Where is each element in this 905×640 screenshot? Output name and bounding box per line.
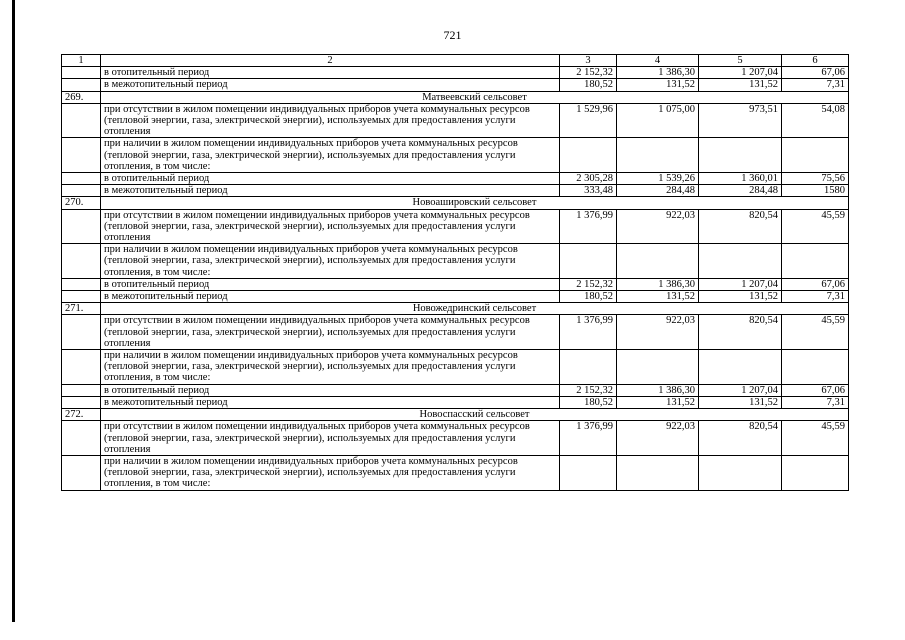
column-header: 2 [101, 55, 560, 67]
section-number: 270. [62, 197, 101, 209]
tariff-table [61, 54, 849, 491]
value-col-6: 54,08 [782, 103, 849, 138]
row-number [62, 291, 101, 303]
value-col-4: 284,48 [617, 185, 699, 197]
row-number [62, 185, 101, 197]
value-col-6: 67,06 [782, 384, 849, 396]
section-row [62, 409, 849, 421]
table-row [62, 315, 849, 350]
section-title: Новожедринский сельсовет [101, 303, 849, 315]
binding-edge [12, 0, 15, 622]
table-row [62, 291, 849, 303]
value-col-6: 1580 [782, 185, 849, 197]
section-row [62, 197, 849, 209]
value-col-6 [782, 244, 849, 279]
value-col-6: 45,59 [782, 315, 849, 350]
section-number: 272. [62, 409, 101, 421]
value-col-3: 180,52 [560, 291, 617, 303]
table-row [62, 67, 849, 79]
row-label: в межотопительный период [101, 79, 560, 91]
value-col-4 [617, 138, 699, 173]
row-label: при отсутствии в жилом помещении индивидуальных приборов учета коммунальных ресурсов (тепловой энергии, газа, электрической энергии), используемых для предоставления услуги отопления [101, 103, 560, 138]
row-label: при наличии в жилом помещении индивидуальных приборов учета коммунальных ресурсов (тепловой энергии, газа, электрической энергии), используемых для предоставления услуги отопления, в том числе: [101, 138, 560, 173]
column-header: 1 [62, 55, 101, 67]
value-col-5: 820,54 [699, 421, 782, 456]
value-col-3: 1 529,96 [560, 103, 617, 138]
value-col-6 [782, 455, 849, 490]
value-col-3: 2 152,32 [560, 384, 617, 396]
value-col-6: 67,06 [782, 278, 849, 290]
table-row [62, 384, 849, 396]
row-label: в отопительный период [101, 173, 560, 185]
row-number [62, 350, 101, 385]
value-col-3 [560, 350, 617, 385]
value-col-3: 2 305,28 [560, 173, 617, 185]
value-col-4 [617, 244, 699, 279]
section-title: Новоспасский сельсовет [101, 409, 849, 421]
value-col-6 [782, 138, 849, 173]
value-col-4 [617, 350, 699, 385]
table-row [62, 185, 849, 197]
value-col-4: 1 386,30 [617, 384, 699, 396]
value-col-4: 1 386,30 [617, 278, 699, 290]
table-row [62, 350, 849, 385]
column-header: 4 [617, 55, 699, 67]
value-col-4: 131,52 [617, 79, 699, 91]
value-col-3 [560, 138, 617, 173]
value-col-6: 75,56 [782, 173, 849, 185]
page-number: 721 [443, 28, 462, 42]
table-row [62, 278, 849, 290]
row-label: в отопительный период [101, 384, 560, 396]
table-row [62, 138, 849, 173]
value-col-3: 180,52 [560, 396, 617, 408]
section-row [62, 303, 849, 315]
value-col-5: 131,52 [699, 291, 782, 303]
value-col-4: 1 539,26 [617, 173, 699, 185]
value-col-5 [699, 138, 782, 173]
value-col-4 [617, 455, 699, 490]
value-col-5: 820,54 [699, 315, 782, 350]
value-col-6: 7,31 [782, 79, 849, 91]
value-col-5: 131,52 [699, 79, 782, 91]
table-row [62, 455, 849, 490]
section-number: 269. [62, 91, 101, 103]
value-col-3: 1 376,99 [560, 315, 617, 350]
row-label: в межотопительный период [101, 291, 560, 303]
value-col-6: 7,31 [782, 396, 849, 408]
section-row [62, 91, 849, 103]
value-col-4: 131,52 [617, 291, 699, 303]
value-col-4: 131,52 [617, 396, 699, 408]
value-col-5: 1 360,01 [699, 173, 782, 185]
value-col-6 [782, 350, 849, 385]
value-col-5 [699, 244, 782, 279]
value-col-3: 2 152,32 [560, 278, 617, 290]
row-number [62, 173, 101, 185]
table-row [62, 79, 849, 91]
row-label: при наличии в жилом помещении индивидуальных приборов учета коммунальных ресурсов (тепловой энергии, газа, электрической энергии), используемых для предоставления услуги отопления, в том числе: [101, 350, 560, 385]
table-row [62, 244, 849, 279]
row-number [62, 209, 101, 244]
value-col-4: 922,03 [617, 315, 699, 350]
row-number [62, 396, 101, 408]
value-col-6: 45,59 [782, 209, 849, 244]
value-col-5: 1 207,04 [699, 384, 782, 396]
value-col-5 [699, 455, 782, 490]
value-col-3: 1 376,99 [560, 421, 617, 456]
row-label: в отопительный период [101, 278, 560, 290]
row-label: при наличии в жилом помещении индивидуальных приборов учета коммунальных ресурсов (тепловой энергии, газа, электрической энергии), используемых для предоставления услуги отопления, в том числе: [101, 244, 560, 279]
row-label: при наличии в жилом помещении индивидуальных приборов учета коммунальных ресурсов (тепловой энергии, газа, электрической энергии), используемых для предоставления услуги отопления, в том числе: [101, 455, 560, 490]
row-number [62, 278, 101, 290]
value-col-5: 1 207,04 [699, 278, 782, 290]
value-col-3: 333,48 [560, 185, 617, 197]
value-col-4: 922,03 [617, 421, 699, 456]
value-col-3: 1 376,99 [560, 209, 617, 244]
row-number [62, 384, 101, 396]
table-row [62, 173, 849, 185]
value-col-5: 1 207,04 [699, 67, 782, 79]
row-label: при отсутствии в жилом помещении индивидуальных приборов учета коммунальных ресурсов (тепловой энергии, газа, электрической энергии), используемых для предоставления услуги отопления [101, 421, 560, 456]
row-number [62, 79, 101, 91]
column-header: 5 [699, 55, 782, 67]
value-col-6: 45,59 [782, 421, 849, 456]
value-col-5: 973,51 [699, 103, 782, 138]
row-label: при отсутствии в жилом помещении индивидуальных приборов учета коммунальных ресурсов (тепловой энергии, газа, электрической энергии), используемых для предоставления услуги отопления [101, 315, 560, 350]
value-col-6: 7,31 [782, 291, 849, 303]
value-col-3: 180,52 [560, 79, 617, 91]
table-row [62, 396, 849, 408]
row-number [62, 455, 101, 490]
value-col-4: 1 386,30 [617, 67, 699, 79]
section-title: Новоашировский сельсовет [101, 197, 849, 209]
row-number [62, 421, 101, 456]
row-label: в межотопительный период [101, 396, 560, 408]
section-title: Матвеевский сельсовет [101, 91, 849, 103]
value-col-3: 2 152,32 [560, 67, 617, 79]
value-col-4: 922,03 [617, 209, 699, 244]
column-header: 3 [560, 55, 617, 67]
section-number: 271. [62, 303, 101, 315]
value-col-5 [699, 350, 782, 385]
row-number [62, 103, 101, 138]
row-label: в отопительный период [101, 67, 560, 79]
value-col-3 [560, 244, 617, 279]
row-label: при отсутствии в жилом помещении индивидуальных приборов учета коммунальных ресурсов (тепловой энергии, газа, электрической энергии), используемых для предоставления услуги отопления [101, 209, 560, 244]
table-row [62, 421, 849, 456]
value-col-5: 284,48 [699, 185, 782, 197]
column-header-row [62, 55, 849, 67]
value-col-4: 1 075,00 [617, 103, 699, 138]
column-header: 6 [782, 55, 849, 67]
row-number [62, 138, 101, 173]
value-col-5: 820,54 [699, 209, 782, 244]
row-label: в межотопительный период [101, 185, 560, 197]
value-col-5: 131,52 [699, 396, 782, 408]
value-col-3 [560, 455, 617, 490]
row-number [62, 67, 101, 79]
table-row [62, 209, 849, 244]
table-row [62, 103, 849, 138]
row-number [62, 244, 101, 279]
value-col-6: 67,06 [782, 67, 849, 79]
row-number [62, 315, 101, 350]
